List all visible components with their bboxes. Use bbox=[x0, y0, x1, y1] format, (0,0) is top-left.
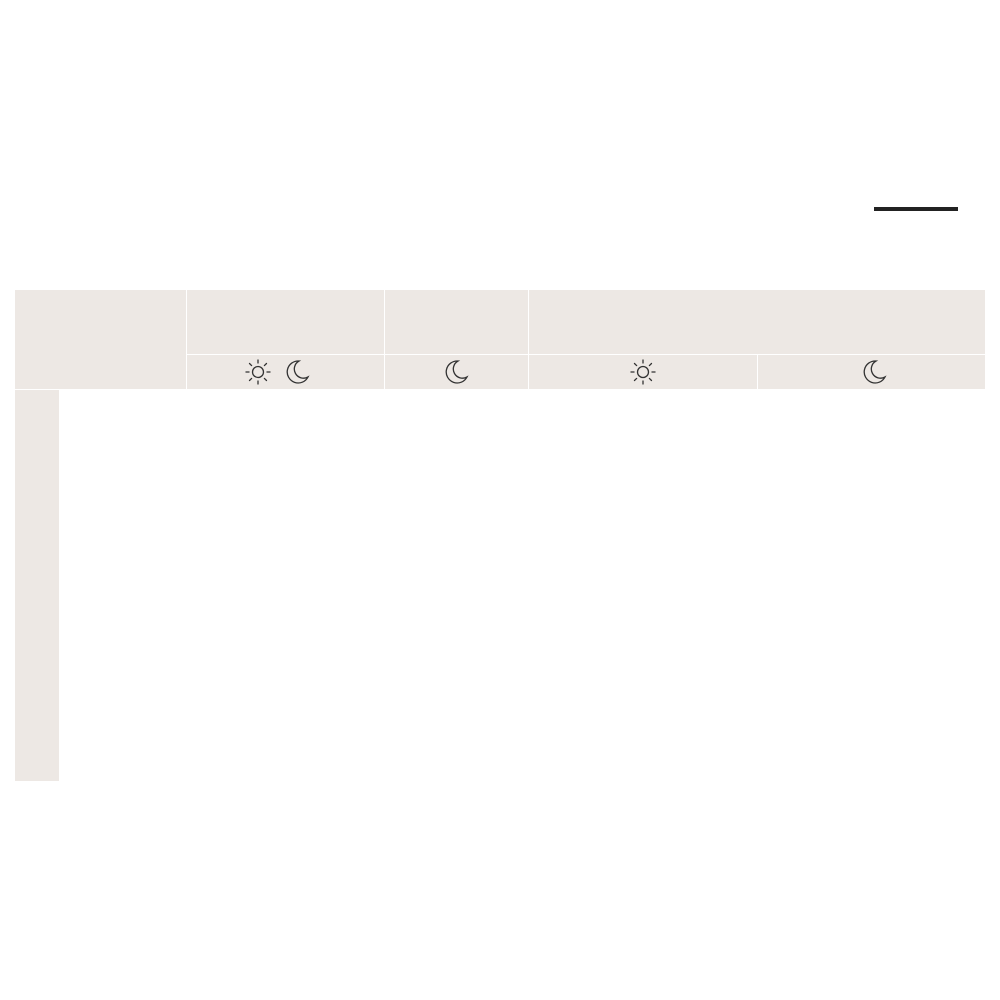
moon-icon bbox=[860, 358, 888, 386]
header-toner bbox=[385, 290, 528, 354]
moon-icon bbox=[442, 358, 470, 386]
sun-icon bbox=[243, 358, 273, 386]
header-cleanser bbox=[187, 290, 384, 354]
logo-underline bbox=[874, 207, 958, 211]
moon-icon bbox=[283, 358, 311, 386]
sun-icon bbox=[628, 358, 658, 386]
side-label-potreby-pleti bbox=[15, 390, 59, 781]
header-corner bbox=[15, 290, 186, 389]
header-care bbox=[529, 290, 985, 354]
